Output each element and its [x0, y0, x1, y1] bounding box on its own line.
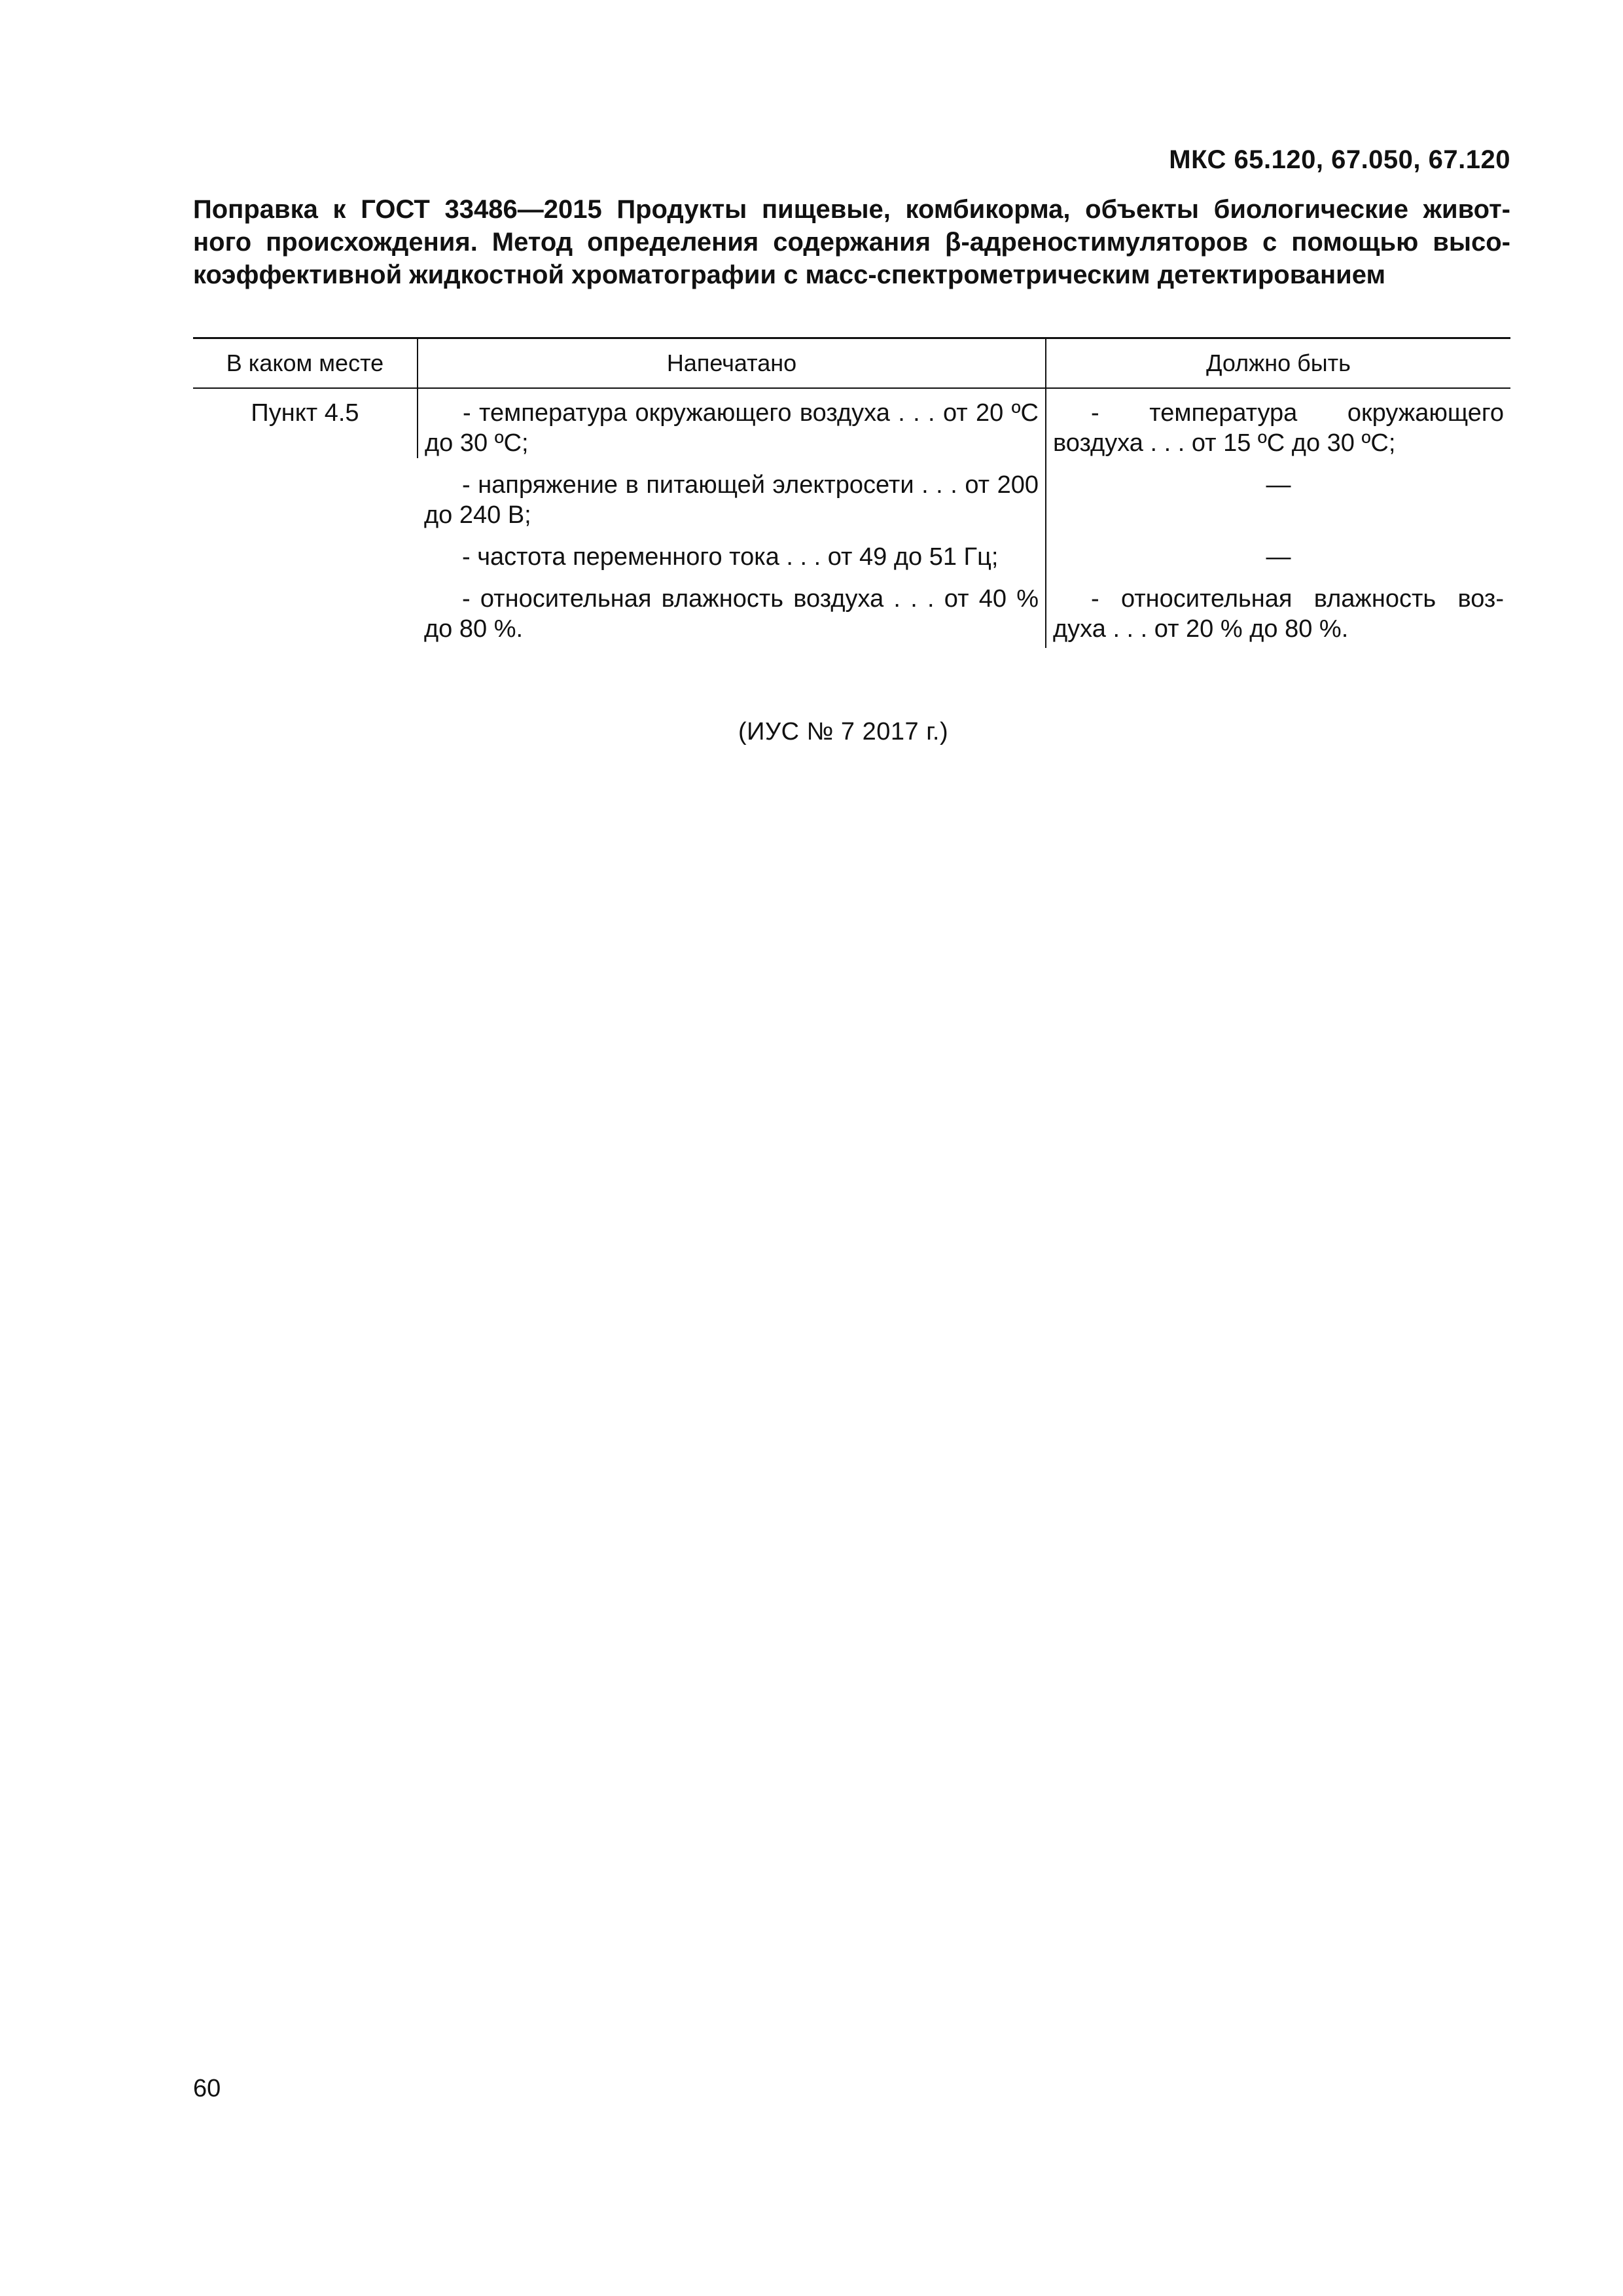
title-line-1: Поправка к ГОСТ 33486—2015 Продукты пищевые, комбикорма, объекты биологические живот-	[193, 195, 1510, 224]
printed-cell	[418, 572, 1046, 648]
title-line-2: ного происхождения. Метод определения содержания β-адреностимуляторов с помощью высо-	[193, 228, 1510, 257]
ius-source-reference: (ИУС № 7 2017 г.)	[738, 718, 949, 745]
should-be-cell	[1046, 530, 1510, 572]
header-printed: Напечатано	[418, 338, 1046, 389]
printed-cell	[418, 458, 1046, 530]
amendment-title	[193, 193, 1510, 291]
page-number: 60	[193, 2075, 221, 2102]
should-be-text: - температура окружающего воздуха . . . от 15 ºС до 30 ºС;	[1053, 399, 1504, 457]
amendment-table-wrapper	[193, 337, 1510, 648]
should-be-text: - относительная влажность воз-духа . . . от 20 % до 80 %.	[1053, 585, 1504, 643]
header-should-be: Должно быть	[1046, 338, 1510, 389]
should-be-cell	[1046, 572, 1510, 648]
place-cell: Пункт 4.5	[251, 399, 359, 427]
printed-text: - частота переменного тока . . . от 49 до 51 Гц;	[462, 543, 999, 571]
table-header-row	[193, 338, 1510, 389]
table-row	[193, 388, 1510, 458]
should-be-cell	[1046, 388, 1510, 458]
amendment-table	[193, 337, 1510, 648]
should-be-dash: —	[1266, 543, 1291, 571]
mks-code: МКС 65.120, 67.050, 67.120	[1169, 145, 1510, 174]
title-line-3: коэффективной жидкостной хроматографии с масс-спектрометрическим детектированием	[193, 260, 1386, 289]
should-be-cell	[1046, 458, 1510, 530]
printed-text: - относительная влажность воздуха . . . от 40 % до 80 %.	[424, 585, 1039, 643]
printed-cell	[418, 388, 1046, 458]
printed-text: - напряжение в питающей электросети . . . от 200 до 240 В;	[424, 471, 1039, 529]
printed-cell	[418, 530, 1046, 572]
should-be-dash: —	[1266, 471, 1291, 499]
header-place: В каком месте	[193, 338, 418, 389]
printed-text: - температура окружающего воздуха . . . от 20 ºС до 30 ºС;	[425, 399, 1039, 457]
